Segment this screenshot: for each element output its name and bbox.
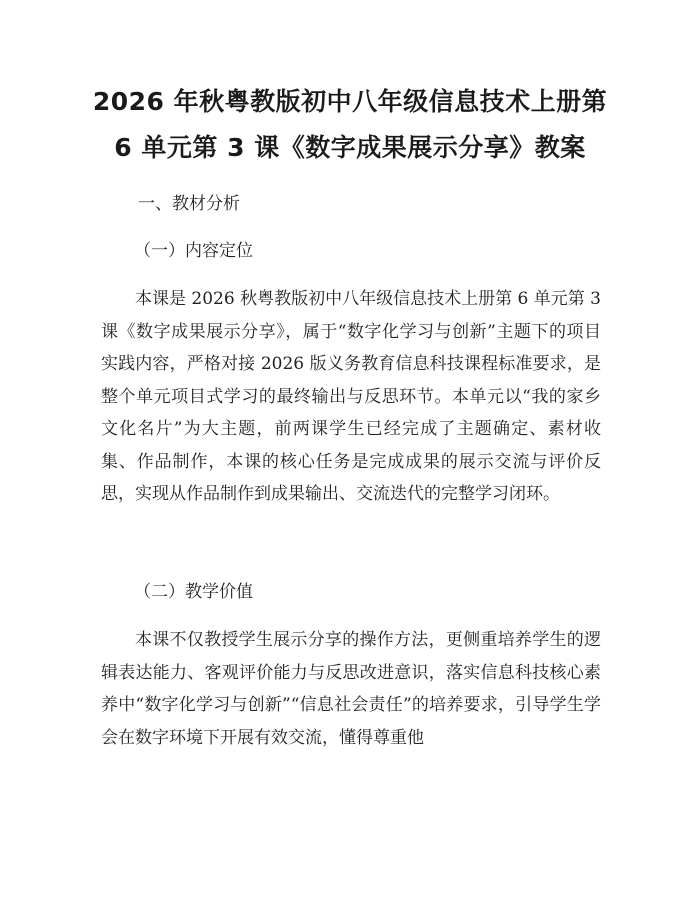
subsection-heading-content-positioning: （一）内容定位 — [134, 241, 253, 261]
section-heading-textbook-analysis: 一、教材分析 — [138, 194, 240, 214]
paragraph-content-positioning: 本课是 2026 秋粤教版初中八年级信息技术上册第 6 单元第 3 课《数字成果展示分享》，属于“数字化学习与创新”主题下的项目实践内容，严格对接 2026 版义务教育信息科技课程标准要求，是整个单元项目式学习的最终输出与反思环节。本单元以“我的家乡文化名片”为大主题，前两课学生已经完成了主题确定、素材收集、作品制作，本课的核心任务是完成成果的展示交流与评价反思，实现从作品制作到成果输出、交流迭代的完整学习闭环。 — [101, 289, 601, 504]
subsection-heading-teaching-value: （二）教学价值 — [134, 582, 253, 602]
paragraph-teaching-value: 本课不仅教授学生展示分享的操作方法，更侧重培养学生的逻辑表达能力、客观评价能力与反思改进意识，落实信息科技核心素养中“数字化学习与创新”“信息社会责任”的培养要求，引导学生学会在数字环境下开展有效交流，懂得尊重他 — [101, 630, 601, 748]
document-title-line-2: 6 单元第 3 课《数字成果展示分享》教案 — [114, 133, 586, 162]
document-title-line-1: 2026 年秋粤教版初中八年级信息技术上册第 — [92, 87, 608, 116]
